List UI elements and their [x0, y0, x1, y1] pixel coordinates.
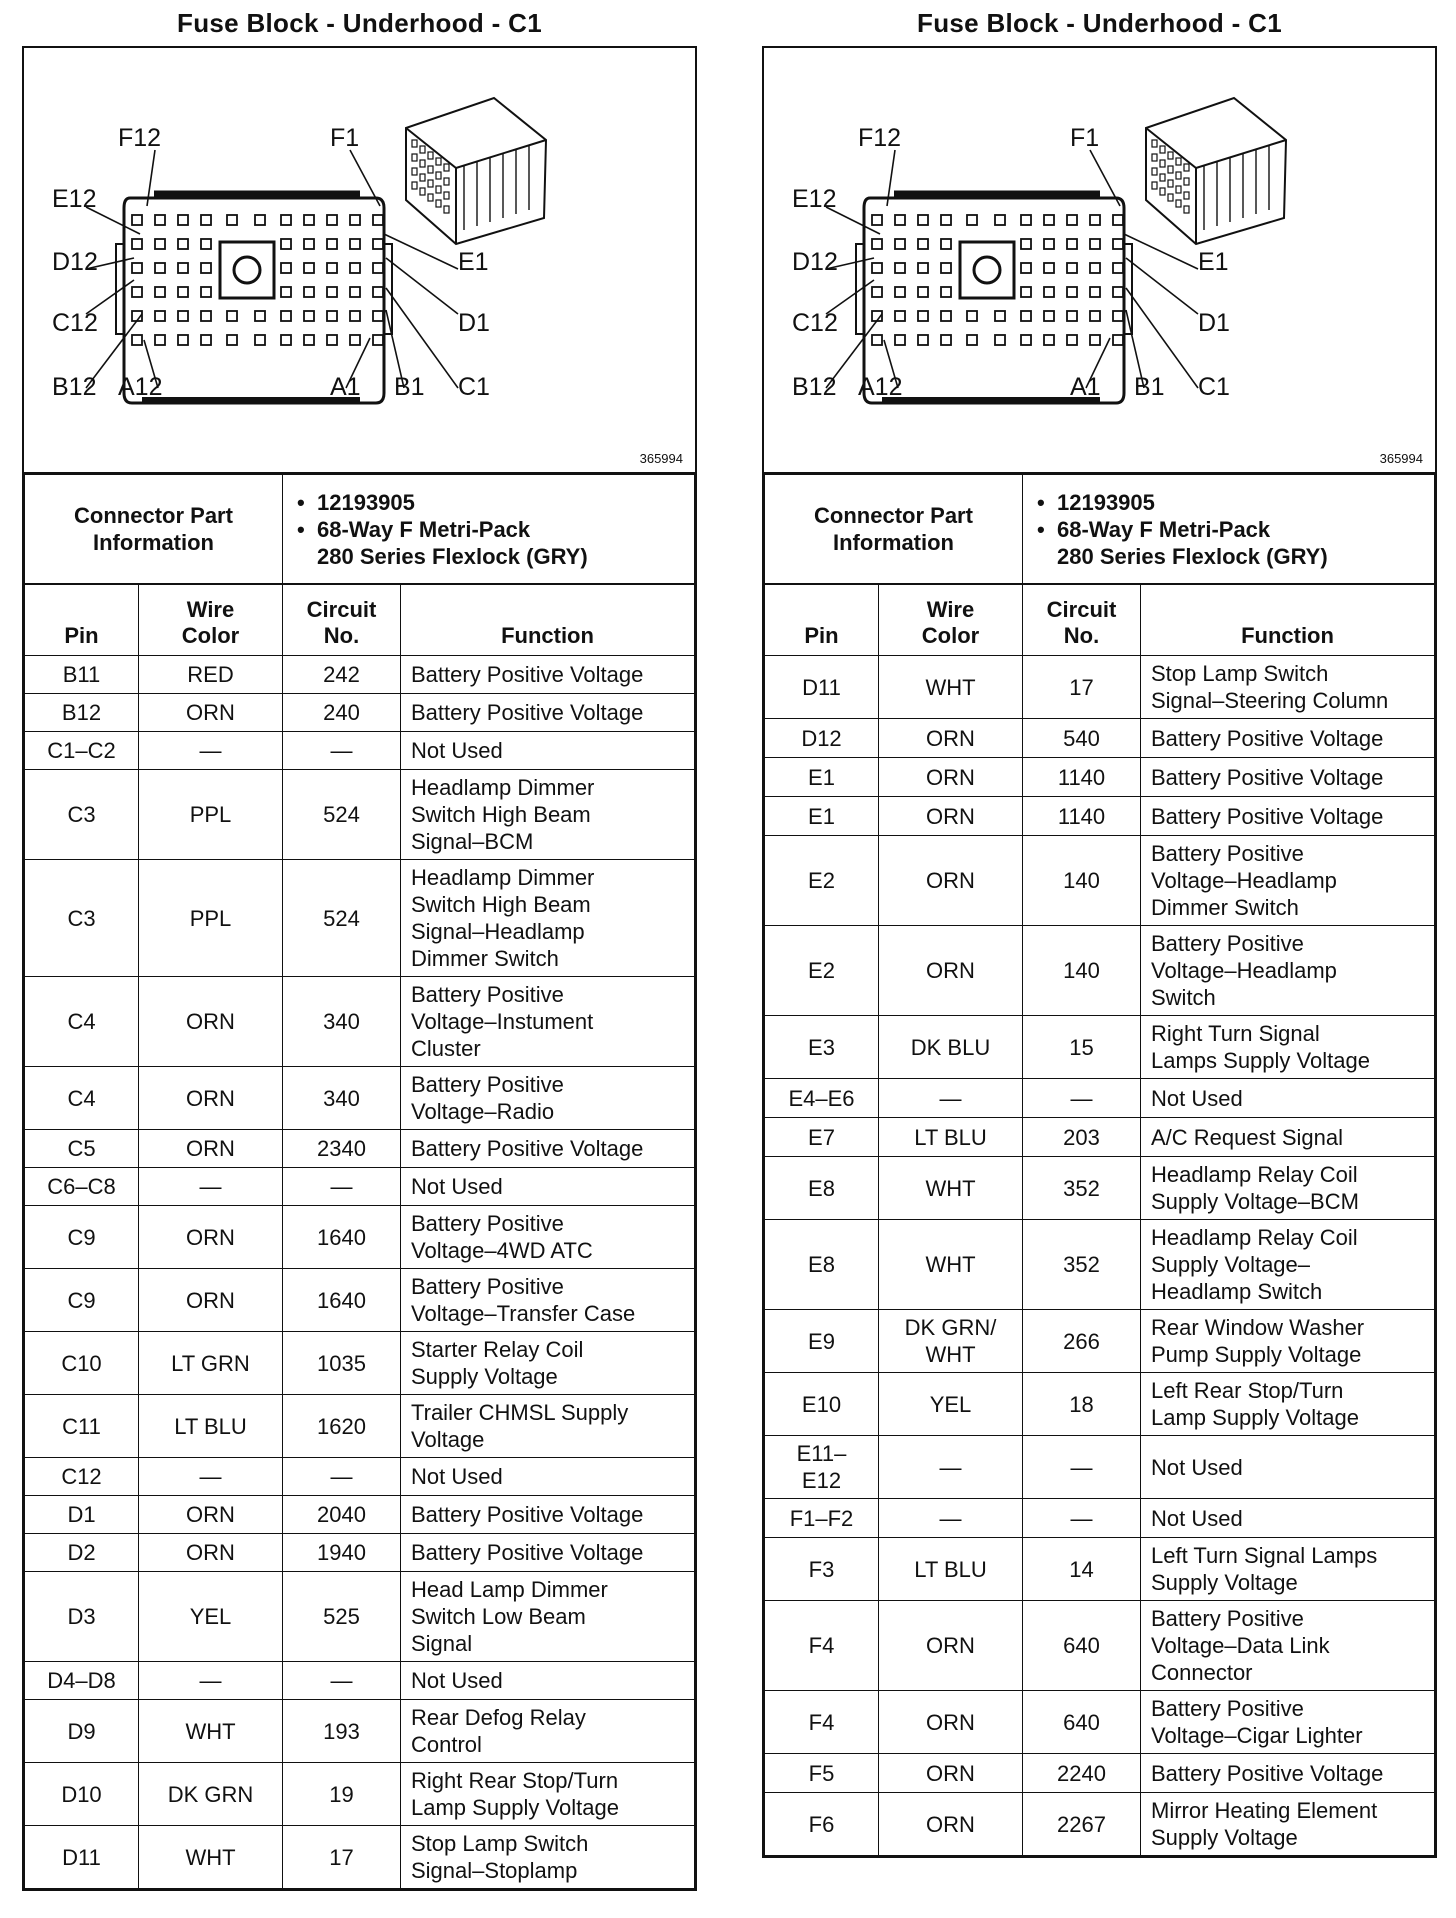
header-circuit-no: Circuit No. — [1023, 585, 1141, 656]
table-row — [765, 1220, 1435, 1310]
table-row — [765, 797, 1435, 836]
function-cell: Left Turn Signal Lamps Supply Voltage — [1141, 1538, 1435, 1601]
pin-cell: D9 — [25, 1700, 139, 1763]
pin-cell: F5 — [765, 1754, 879, 1793]
pin-label-f1: F1 — [1070, 124, 1100, 152]
table-row — [765, 1118, 1435, 1157]
panel-title: Fuse Block - Underhood - C1 — [917, 8, 1282, 38]
function-cell: Head Lamp Dimmer Switch Low Beam Signal — [401, 1572, 695, 1662]
pin-cell: E7 — [765, 1118, 879, 1157]
pin-cell: E11– E12 — [765, 1436, 879, 1499]
function-cell: Starter Relay Coil Supply Voltage — [401, 1332, 695, 1395]
pin-label-a1: A1 — [330, 373, 361, 401]
header-function: Function — [1141, 585, 1435, 656]
pin-table-header — [25, 585, 695, 656]
circuit-cell: 1640 — [283, 1269, 401, 1332]
pin-cell: E3 — [765, 1016, 879, 1079]
table-row — [25, 1269, 695, 1332]
function-cell: Battery Positive Voltage–Headlamp Switch — [1141, 926, 1435, 1016]
pin-label-e1: E1 — [458, 248, 489, 276]
pin-cell: E4–E6 — [765, 1079, 879, 1118]
connector-info-label: Connector Part Information — [25, 475, 283, 584]
function-cell: Battery Positive Voltage–Headlamp Dimmer Switch — [1141, 836, 1435, 926]
function-cell: Right Turn Signal Lamps Supply Voltage — [1141, 1016, 1435, 1079]
function-cell: Not Used — [401, 732, 695, 770]
pin-cell: F4 — [765, 1601, 879, 1691]
circuit-cell: 242 — [283, 656, 401, 694]
table-row — [765, 1079, 1435, 1118]
function-cell: Left Rear Stop/Turn Lamp Supply Voltage — [1141, 1373, 1435, 1436]
function-cell: Rear Defog Relay Control — [401, 1700, 695, 1763]
pin-cell: C4 — [25, 1067, 139, 1130]
wire-color-cell: ORN — [139, 1206, 283, 1269]
pin-label-b12: B12 — [52, 373, 97, 401]
table-row — [765, 1499, 1435, 1538]
function-cell: Battery Positive Voltage — [401, 1534, 695, 1572]
pin-cell: D3 — [25, 1572, 139, 1662]
wire-color-cell: ORN — [139, 694, 283, 732]
table-row — [765, 1157, 1435, 1220]
circuit-cell: 524 — [283, 770, 401, 860]
wire-color-cell: WHT — [139, 1700, 283, 1763]
function-cell: Not Used — [401, 1662, 695, 1700]
pin-label-a12: A12 — [118, 373, 163, 401]
pin-cell: D11 — [25, 1826, 139, 1889]
pin-table — [764, 584, 1435, 1856]
circuit-cell: 193 — [283, 1700, 401, 1763]
function-cell: Mirror Heating Element Supply Voltage — [1141, 1793, 1435, 1856]
circuit-cell: 540 — [1023, 719, 1141, 758]
table-row — [765, 1310, 1435, 1373]
pin-cell: C12 — [25, 1458, 139, 1496]
pin-cell: D11 — [765, 656, 879, 719]
function-cell: Battery Positive Voltage — [401, 1130, 695, 1168]
wire-color-cell: DK GRN — [139, 1763, 283, 1826]
wire-color-cell: ORN — [879, 1793, 1023, 1856]
wire-color-cell: ORN — [879, 836, 1023, 926]
function-cell: Battery Positive Voltage–Data Link Connector — [1141, 1601, 1435, 1691]
table-row — [25, 694, 695, 732]
panel-right — [762, 0, 1437, 1858]
image-number: 365994 — [1379, 451, 1423, 466]
circuit-cell: 14 — [1023, 1538, 1141, 1601]
pin-cell: E1 — [765, 797, 879, 836]
pin-label-c12: C12 — [52, 309, 98, 337]
connector-face-drawing — [764, 48, 1435, 472]
function-cell: Battery Positive Voltage–Cigar Lighter — [1141, 1691, 1435, 1754]
part-number: • 12193905 — [297, 489, 684, 516]
pin-label-c12: C12 — [792, 309, 838, 337]
circuit-cell: 17 — [1023, 656, 1141, 719]
table-row — [25, 1534, 695, 1572]
wire-color-cell: ORN — [879, 1754, 1023, 1793]
table-row — [25, 977, 695, 1067]
circuit-cell: 1940 — [283, 1534, 401, 1572]
function-cell: Not Used — [401, 1168, 695, 1206]
pin-cell: F6 — [765, 1793, 879, 1856]
connector-info-table — [764, 474, 1435, 584]
circuit-cell: 1035 — [283, 1332, 401, 1395]
pin-label-e1: E1 — [1198, 248, 1229, 276]
connector-face-drawing — [24, 48, 695, 472]
table-row — [765, 926, 1435, 1016]
connector-description: • 68-Way F Metri-Pack 280 Series Flexlock (GRY) — [1037, 516, 1424, 570]
connector-description: • 68-Way F Metri-Pack 280 Series Flexlock (GRY) — [297, 516, 684, 570]
circuit-cell: 1140 — [1023, 758, 1141, 797]
function-cell: Battery Positive Voltage — [1141, 1754, 1435, 1793]
function-cell: Battery Positive Voltage–Instument Cluster — [401, 977, 695, 1067]
circuit-cell: 203 — [1023, 1118, 1141, 1157]
pin-label-e12: E12 — [792, 185, 837, 213]
function-cell: Stop Lamp Switch Signal–Steering Column — [1141, 656, 1435, 719]
pin-label-b12: B12 — [792, 373, 837, 401]
table-row — [25, 1168, 695, 1206]
circuit-cell: 17 — [283, 1826, 401, 1889]
table-row — [765, 1601, 1435, 1691]
table-row — [25, 1130, 695, 1168]
pin-cell: C4 — [25, 977, 139, 1067]
connector-info-table — [24, 474, 695, 584]
pin-cell: F1–F2 — [765, 1499, 879, 1538]
table-row — [765, 719, 1435, 758]
pin-table-header — [765, 585, 1435, 656]
circuit-cell: 15 — [1023, 1016, 1141, 1079]
wire-color-cell: — — [879, 1079, 1023, 1118]
header-pin: Pin — [25, 585, 139, 656]
pin-cell: E2 — [765, 836, 879, 926]
pin-label-f1: F1 — [330, 124, 360, 152]
function-cell: Battery Positive Voltage — [1141, 758, 1435, 797]
table-row — [765, 1373, 1435, 1436]
pin-cell: F4 — [765, 1691, 879, 1754]
table-row — [25, 1662, 695, 1700]
circuit-cell: 1640 — [283, 1206, 401, 1269]
wire-color-cell: ORN — [139, 1534, 283, 1572]
function-cell: Headlamp Relay Coil Supply Voltage–BCM — [1141, 1157, 1435, 1220]
pin-cell: D10 — [25, 1763, 139, 1826]
function-cell: Not Used — [401, 1458, 695, 1496]
panel-title: Fuse Block - Underhood - C1 — [177, 8, 542, 38]
header-function: Function — [401, 585, 695, 656]
pin-cell: C9 — [25, 1206, 139, 1269]
wire-color-cell: ORN — [879, 1601, 1023, 1691]
connector-diagram — [764, 48, 1435, 474]
circuit-cell: 140 — [1023, 926, 1141, 1016]
wire-color-cell: — — [879, 1436, 1023, 1499]
function-cell: A/C Request Signal — [1141, 1118, 1435, 1157]
function-cell: Stop Lamp Switch Signal–Stoplamp — [401, 1826, 695, 1889]
pin-label-d12: D12 — [52, 248, 98, 276]
header-wire-color: Wire Color — [879, 585, 1023, 656]
pin-label-b1: B1 — [394, 373, 425, 401]
pin-cell: E1 — [765, 758, 879, 797]
table-row — [765, 1691, 1435, 1754]
wire-color-cell: RED — [139, 656, 283, 694]
wire-color-cell: — — [879, 1499, 1023, 1538]
function-cell: Rear Window Washer Pump Supply Voltage — [1141, 1310, 1435, 1373]
pin-cell: D2 — [25, 1534, 139, 1572]
table-row — [765, 1793, 1435, 1856]
wire-color-cell: ORN — [879, 926, 1023, 1016]
connector-info-values — [283, 475, 695, 584]
pin-label-e12: E12 — [52, 185, 97, 213]
pin-label-b1: B1 — [1134, 373, 1165, 401]
circuit-cell: 2340 — [283, 1130, 401, 1168]
function-cell: Battery Positive Voltage–Radio — [401, 1067, 695, 1130]
circuit-cell: 352 — [1023, 1157, 1141, 1220]
table-row — [25, 1496, 695, 1534]
pin-cell: C3 — [25, 860, 139, 977]
pin-cell: B12 — [25, 694, 139, 732]
pin-cell: D1 — [25, 1496, 139, 1534]
pin-cell: B11 — [25, 656, 139, 694]
circuit-cell: 340 — [283, 977, 401, 1067]
wire-color-cell: WHT — [879, 656, 1023, 719]
table-row — [25, 1067, 695, 1130]
connector-info-values — [1023, 475, 1435, 584]
circuit-cell: — — [1023, 1499, 1141, 1538]
table-row — [25, 1395, 695, 1458]
function-cell: Battery Positive Voltage — [401, 656, 695, 694]
function-cell: Not Used — [1141, 1079, 1435, 1118]
wire-color-cell: ORN — [139, 1496, 283, 1534]
function-cell: Battery Positive Voltage — [1141, 719, 1435, 758]
header-circuit-no: Circuit No. — [283, 585, 401, 656]
wire-color-cell: YEL — [139, 1572, 283, 1662]
circuit-cell: 524 — [283, 860, 401, 977]
circuit-cell: — — [1023, 1079, 1141, 1118]
circuit-cell: — — [283, 732, 401, 770]
circuit-cell: 1620 — [283, 1395, 401, 1458]
pin-label-f12: F12 — [858, 124, 902, 152]
wire-color-cell: WHT — [139, 1826, 283, 1889]
function-cell: Battery Positive Voltage — [401, 1496, 695, 1534]
wire-color-cell: — — [139, 732, 283, 770]
wire-color-cell: PPL — [139, 860, 283, 977]
function-cell: Battery Positive Voltage–4WD ATC — [401, 1206, 695, 1269]
wire-color-cell: WHT — [879, 1220, 1023, 1310]
pin-cell: C5 — [25, 1130, 139, 1168]
wire-color-cell: ORN — [879, 719, 1023, 758]
table-row — [765, 1538, 1435, 1601]
pin-cell: D4–D8 — [25, 1662, 139, 1700]
table-row — [25, 1700, 695, 1763]
circuit-cell: 340 — [283, 1067, 401, 1130]
part-number: • 12193905 — [1037, 489, 1424, 516]
circuit-cell: 2267 — [1023, 1793, 1141, 1856]
table-row — [765, 836, 1435, 926]
table-row — [25, 1458, 695, 1496]
circuit-cell: — — [1023, 1436, 1141, 1499]
pin-cell: E10 — [765, 1373, 879, 1436]
circuit-cell: 640 — [1023, 1691, 1141, 1754]
wire-color-cell: ORN — [879, 1691, 1023, 1754]
function-cell: Trailer CHMSL Supply Voltage — [401, 1395, 695, 1458]
table-row — [765, 1436, 1435, 1499]
image-number: 365994 — [639, 451, 683, 466]
wire-color-cell: LT BLU — [879, 1118, 1023, 1157]
table-row — [25, 1826, 695, 1889]
wire-color-cell: LT GRN — [139, 1332, 283, 1395]
pin-label-c1: C1 — [458, 373, 490, 401]
pin-label-f12: F12 — [118, 124, 162, 152]
function-cell: Not Used — [1141, 1499, 1435, 1538]
table-row — [765, 656, 1435, 719]
panel-left — [22, 0, 697, 1891]
pin-label-d1: D1 — [1198, 309, 1230, 337]
circuit-cell: 525 — [283, 1572, 401, 1662]
pin-label-a12: A12 — [858, 373, 903, 401]
wire-color-cell: DK GRN/ WHT — [879, 1310, 1023, 1373]
pin-cell: C9 — [25, 1269, 139, 1332]
circuit-cell: 640 — [1023, 1601, 1141, 1691]
pin-cell: E2 — [765, 926, 879, 1016]
circuit-cell: 19 — [283, 1763, 401, 1826]
header-pin: Pin — [765, 585, 879, 656]
pin-cell: D12 — [765, 719, 879, 758]
pin-label-a1: A1 — [1070, 373, 1101, 401]
pin-label-c1: C1 — [1198, 373, 1230, 401]
pin-cell: C3 — [25, 770, 139, 860]
table-row — [25, 656, 695, 694]
wire-color-cell: ORN — [879, 758, 1023, 797]
function-cell: Battery Positive Voltage–Transfer Case — [401, 1269, 695, 1332]
connector-iso-sketch — [406, 98, 546, 244]
circuit-cell: 352 — [1023, 1220, 1141, 1310]
pin-label-d12: D12 — [792, 248, 838, 276]
function-cell: Not Used — [1141, 1436, 1435, 1499]
function-cell: Battery Positive Voltage — [1141, 797, 1435, 836]
wire-color-cell: LT BLU — [879, 1538, 1023, 1601]
table-row — [25, 1332, 695, 1395]
wire-color-cell: ORN — [139, 1269, 283, 1332]
pin-label-d1: D1 — [458, 309, 490, 337]
pin-cell: E8 — [765, 1157, 879, 1220]
panel-frame — [762, 46, 1437, 1858]
table-row — [25, 860, 695, 977]
circuit-cell: 18 — [1023, 1373, 1141, 1436]
connector-diagram — [24, 48, 695, 474]
function-cell: Battery Positive Voltage — [401, 694, 695, 732]
pin-cell: C11 — [25, 1395, 139, 1458]
pin-cell: C10 — [25, 1332, 139, 1395]
pin-cell: E9 — [765, 1310, 879, 1373]
panel-frame — [22, 46, 697, 1891]
table-row — [25, 770, 695, 860]
table-row — [765, 758, 1435, 797]
table-row — [25, 1572, 695, 1662]
wire-color-cell: — — [139, 1662, 283, 1700]
pin-table — [24, 584, 695, 1889]
table-row — [25, 1206, 695, 1269]
circuit-cell: — — [283, 1662, 401, 1700]
wire-color-cell: ORN — [139, 1067, 283, 1130]
table-row — [765, 1016, 1435, 1079]
circuit-cell: 266 — [1023, 1310, 1141, 1373]
function-cell: Headlamp Dimmer Switch High Beam Signal–Headlamp Dimmer Switch — [401, 860, 695, 977]
wire-color-cell: DK BLU — [879, 1016, 1023, 1079]
table-row — [25, 1763, 695, 1826]
function-cell: Headlamp Dimmer Switch High Beam Signal–BCM — [401, 770, 695, 860]
wire-color-cell: WHT — [879, 1157, 1023, 1220]
table-row — [25, 732, 695, 770]
connector-info-label: Connector Part Information — [765, 475, 1023, 584]
wire-color-cell: — — [139, 1168, 283, 1206]
circuit-cell: 1140 — [1023, 797, 1141, 836]
wire-color-cell: — — [139, 1458, 283, 1496]
wire-color-cell: LT BLU — [139, 1395, 283, 1458]
pin-cell: C1–C2 — [25, 732, 139, 770]
wire-color-cell: ORN — [139, 1130, 283, 1168]
circuit-cell: 140 — [1023, 836, 1141, 926]
circuit-cell: — — [283, 1168, 401, 1206]
connector-iso-sketch — [1146, 98, 1286, 244]
circuit-cell: 2240 — [1023, 1754, 1141, 1793]
header-wire-color: Wire Color — [139, 585, 283, 656]
function-cell: Headlamp Relay Coil Supply Voltage– Headlamp Switch — [1141, 1220, 1435, 1310]
wire-color-cell: YEL — [879, 1373, 1023, 1436]
circuit-cell: — — [283, 1458, 401, 1496]
pin-cell: F3 — [765, 1538, 879, 1601]
pin-cell: E8 — [765, 1220, 879, 1310]
wire-color-cell: ORN — [139, 977, 283, 1067]
table-row — [765, 1754, 1435, 1793]
pin-cell: C6–C8 — [25, 1168, 139, 1206]
wire-color-cell: PPL — [139, 770, 283, 860]
wire-color-cell: ORN — [879, 797, 1023, 836]
circuit-cell: 2040 — [283, 1496, 401, 1534]
function-cell: Right Rear Stop/Turn Lamp Supply Voltage — [401, 1763, 695, 1826]
circuit-cell: 240 — [283, 694, 401, 732]
